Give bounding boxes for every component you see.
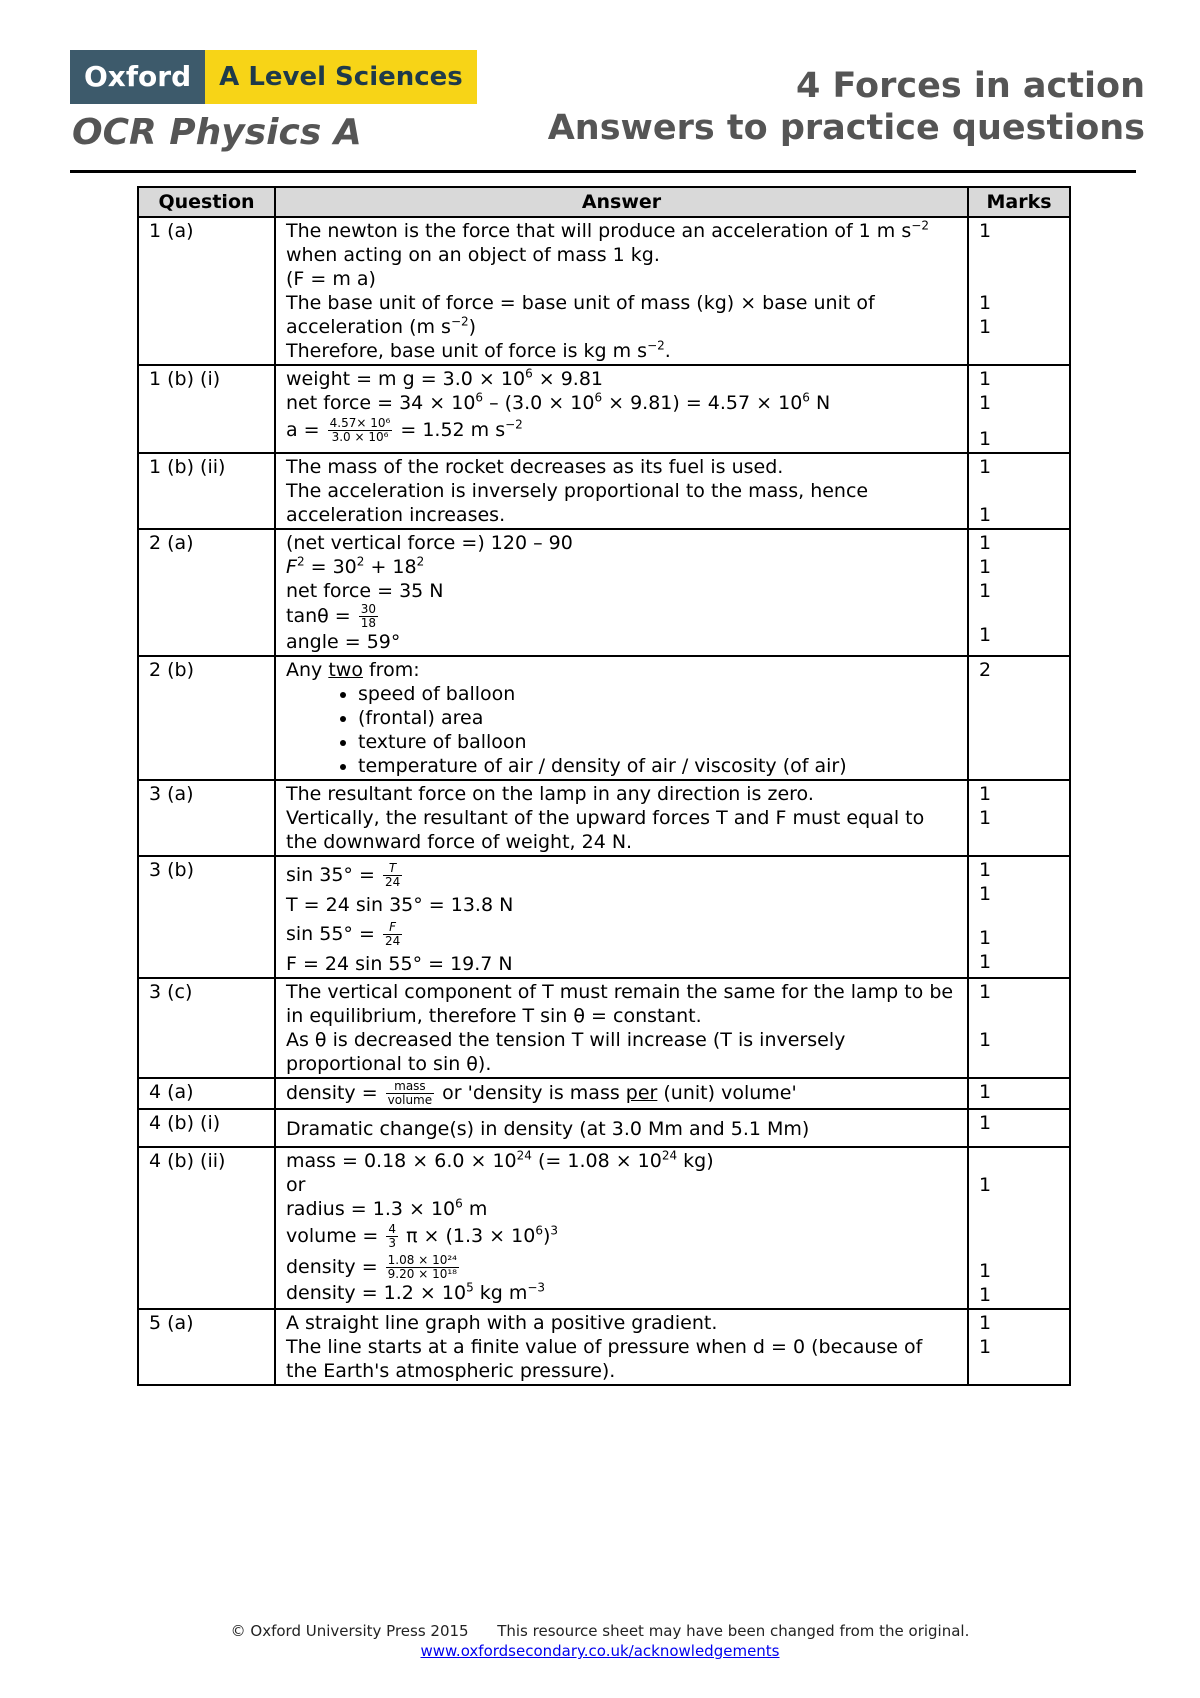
question-cell: 3 (c)	[138, 978, 275, 1078]
answer-line: volume = $\frac{4}{3}$ $\pi \times (1.3 \times 10^6)^3$	[286, 1222, 559, 1250]
answer-line: The vertical component of T must remain the same for the lamp to be in equilibrium, therefore T sin θ = constant.	[286, 981, 954, 1027]
answer-line: mass = $0.18 \times 6.0 \times 10^{24}$ (= $1.08 \times 10^{24}$ kg)	[286, 1148, 714, 1172]
marks-cell: 1 1	[968, 1309, 1070, 1385]
table-row	[138, 217, 1070, 365]
marks-cell: 1 1	[968, 780, 1070, 856]
answer-line: Vertically, the resultant of the upward forces T and F must equal to the downward force of weight, 24 N.	[286, 807, 925, 853]
logo-oxford-text: Oxford	[70, 50, 205, 104]
header-rule	[70, 170, 1136, 173]
question-cell: 2 (b)	[138, 656, 275, 780]
answer-cell	[275, 978, 968, 1078]
answer-line: sin 55° = $\frac{F}{24}$	[286, 920, 401, 948]
table-row	[138, 1147, 1070, 1309]
table-row	[138, 529, 1070, 656]
fraction: $\frac{4}{3}$	[388, 1222, 397, 1250]
answer-line: tanθ = $\frac{30}{18}$	[286, 602, 377, 630]
marks-column-header: Marks	[968, 187, 1070, 217]
question-cell: 2 (a)	[138, 529, 275, 656]
answer-line: or	[286, 1174, 306, 1196]
answers-table	[137, 186, 1071, 1386]
answer-line: T = 24 sin 35° = 13.8 N	[286, 894, 514, 916]
answer-line: As θ is decreased the tension T will increase (T is inversely proportional to sin θ).	[286, 1029, 846, 1075]
answer-line: $F^2 = 30^2 + 18^2$	[286, 554, 425, 578]
answer-line: net force = $34 \times 10^6 - (3.0 \times 10^6 \times 9.81) = 4.57 \times 10^6$ N	[286, 390, 831, 414]
table-row	[138, 656, 1070, 780]
question-cell: 1 (b) (ii)	[138, 453, 275, 529]
marks-cell: 1	[968, 1078, 1070, 1109]
table-row	[138, 453, 1070, 529]
answer-line: A straight line graph with a positive gradient.	[286, 1312, 718, 1334]
fraction: $\frac{\text{mass}}{\text{volume}}$	[387, 1079, 433, 1107]
marks-cell: 1 1 1 1	[968, 856, 1070, 978]
marks-cell: 1 1 1 1	[968, 529, 1070, 656]
table-row	[138, 856, 1070, 978]
answer-line: Therefore, base unit of force is kg m $s^{-2}$.	[286, 338, 671, 362]
page-subtitle: Answers to practice questions	[547, 108, 1145, 148]
answer-line: Dramatic change(s) in density (at 3.0 Mm and 5.1 Mm)	[286, 1118, 810, 1140]
answer-cell	[275, 856, 968, 978]
fraction: $\frac{\text{1.08 × 10²⁴}}{\text{9.20 × 10¹⁸}}$	[387, 1253, 457, 1281]
logo-sciences-text: A Level Sciences	[205, 50, 477, 104]
answer-cell	[275, 365, 968, 453]
question-cell: 3 (a)	[138, 780, 275, 856]
marks-cell: 2	[968, 656, 1070, 780]
answer-cell	[275, 453, 968, 529]
notice-text: This resource sheet may have been changed from the original.	[497, 1622, 970, 1640]
answer-cell	[275, 656, 968, 780]
answer-line: net force = 35 N	[286, 580, 444, 602]
question-cell: 5 (a)	[138, 1309, 275, 1385]
answer-line: The acceleration is inversely proportional to the mass, hence acceleration increases.	[286, 480, 869, 526]
answer-cell	[275, 217, 968, 365]
marks-cell: 1 1 1	[968, 365, 1070, 453]
answer-line: weight = m $g = 3.0 \times 10^6 \times 9.81$	[286, 366, 604, 390]
answer-cell	[275, 529, 968, 656]
question-cell: 1 (b) (i)	[138, 365, 275, 453]
answer-line: angle = 59°	[286, 631, 401, 653]
list-item: • (frontal) area	[358, 706, 957, 730]
answer-line: radius = $1.3 \times 10^6$ m	[286, 1196, 488, 1220]
oxford-logo	[70, 50, 477, 104]
marks-cell: 1 1 1	[968, 1147, 1070, 1309]
answer-line: The newton is the force that will produce an acceleration of 1 m $s^{-2}$ when acting on an object of mass 1 kg.	[286, 218, 929, 266]
list-item: • speed of balloon	[358, 682, 957, 706]
fraction: $\frac{F}{24}$	[384, 920, 401, 948]
page-footer	[0, 1622, 1200, 1660]
answer-line: The resultant force on the lamp in any direction is zero.	[286, 783, 814, 805]
chapter-title: 4 Forces in action	[796, 66, 1145, 106]
marks-cell: 1 1	[968, 453, 1070, 529]
marks-cell: 1	[968, 1109, 1070, 1147]
marks-cell: 1 1 1	[968, 217, 1070, 365]
answer-line: a = $\frac{\text{4.57× 10⁶}}{\text{3.0 × 10⁶}}$ = 1.52 m $s^{-2}$	[286, 416, 523, 444]
course-title: OCR Physics A	[72, 112, 362, 153]
acknowledgements-link[interactable]: www.oxfordsecondary.co.uk/acknowledgements	[420, 1642, 780, 1660]
answer-line: (F = m a)	[286, 268, 376, 290]
answer-cell	[275, 1309, 968, 1385]
answer-line: sin 35° = $\frac{T}{24}$	[286, 861, 401, 889]
table-header-row	[138, 187, 1070, 217]
answer-cell	[275, 1147, 968, 1309]
answer-line: density = $\frac{\text{mass}}{\text{volume}}$ or 'density is mass per (unit) volume'	[286, 1079, 797, 1107]
answer-cell	[275, 1078, 968, 1109]
answer-line: The line starts at a finite value of pressure when d = 0 (because of the Earth's atmospheric pressure).	[286, 1336, 923, 1382]
answer-cell	[275, 1109, 968, 1147]
list-item: • temperature of air / density of air / viscosity (of air)	[358, 754, 957, 778]
answer-cell	[275, 780, 968, 856]
fraction: $\frac{\text{4.57× 10⁶}}{\text{3.0 × 10⁶}}$	[329, 416, 391, 444]
fraction: $\frac{T}{24}$	[384, 861, 401, 889]
answer-line: Any two from:	[286, 659, 420, 681]
question-cell: 4 (b) (ii)	[138, 1147, 275, 1309]
list-item: • texture of balloon	[358, 730, 957, 754]
answer-line: density = $1.2 \times 10^5$ kg $m^{-3}$	[286, 1280, 546, 1304]
marks-cell: 1 1	[968, 978, 1070, 1078]
answer-line: The base unit of force = base unit of mass (kg) × base unit of acceleration (m $s^{-2}$)	[286, 292, 875, 338]
table-row	[138, 978, 1070, 1078]
table-row	[138, 1109, 1070, 1147]
question-column-header: Question	[138, 187, 275, 217]
answer-line: The mass of the rocket decreases as its fuel is used.	[286, 456, 784, 478]
question-cell: 1 (a)	[138, 217, 275, 365]
table-row	[138, 1078, 1070, 1109]
bullet-list	[286, 682, 957, 778]
table-row	[138, 1309, 1070, 1385]
answer-line: (net vertical force =) 120 – 90	[286, 532, 573, 554]
fraction: $\frac{30}{18}$	[360, 602, 377, 630]
answer-line: density = $\frac{\text{1.08 × 10²⁴}}{\text{9.20 × 10¹⁸}}$	[286, 1253, 457, 1281]
question-cell: 3 (b)	[138, 856, 275, 978]
question-cell: 4 (a)	[138, 1078, 275, 1109]
question-cell: 4 (b) (i)	[138, 1109, 275, 1147]
answer-line: F = 24 sin 55° = 19.7 N	[286, 953, 513, 975]
table-row	[138, 780, 1070, 856]
copyright-text: © Oxford University Press 2015	[230, 1622, 469, 1640]
answer-column-header: Answer	[275, 187, 968, 217]
table-row	[138, 365, 1070, 453]
